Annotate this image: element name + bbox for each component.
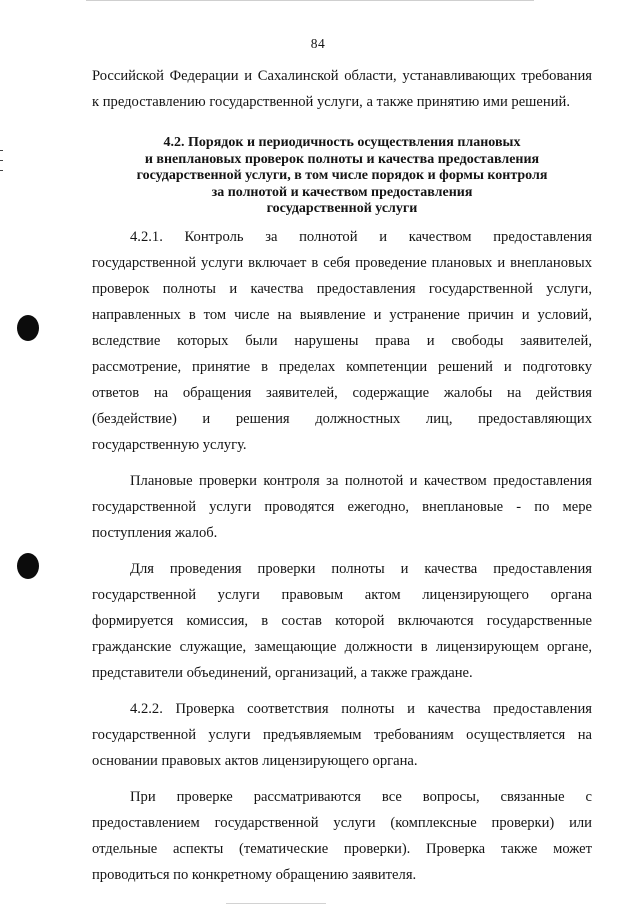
heading-line: государственной услуги xyxy=(266,201,418,217)
document-body xyxy=(92,63,592,888)
text-line: вследствие которых были нарушены права и свободы заявителей, xyxy=(92,332,592,349)
text-line: направленных в том числе на выявление и устранение причин и условий, xyxy=(92,306,592,323)
text-line: государственной услуги предъявляемым требованиям осуществляется на xyxy=(92,726,592,743)
text-line: ответов на обращения заявителей, содержащие жалобы на действия xyxy=(92,384,592,401)
paragraph-4-2-2 xyxy=(92,696,592,774)
margin-mark xyxy=(0,150,3,151)
text-line: государственную услугу. xyxy=(92,436,247,453)
heading-line: и внеплановых проверок полноты и качества предоставления xyxy=(144,151,540,167)
paragraph-planned-checks xyxy=(92,468,592,546)
text-line: формируется комиссия, в состав которой включаются государственные xyxy=(92,612,592,629)
paragraph-4-2-1 xyxy=(92,224,592,458)
text-line: рассмотрение, принятие в пределах компетенции решений и подготовку xyxy=(92,358,592,375)
text-line: проверок полноты и качества предоставления государственной услуги, xyxy=(92,280,592,297)
text-line: При проверке рассматриваются все вопросы, связанные с xyxy=(130,788,592,805)
text-line: проводиться по конкретному обращению заявителя. xyxy=(92,866,417,883)
scan-bottom-edge xyxy=(226,903,326,904)
text-line: поступления жалоб. xyxy=(92,524,218,541)
text-line: (бездействие) и решения должностных лиц, предоставляющих xyxy=(92,410,592,427)
text-line: государственной услуги проводятся ежегодно, внеплановые - по мере xyxy=(92,498,592,515)
text-line: государственной услуги правовым актом лицензирующего органа xyxy=(92,586,592,603)
text-line: к предоставлению государственной услуги, а также принятию ими решений. xyxy=(92,94,570,110)
paragraph-commission xyxy=(92,556,592,686)
text-line: 4.2.2. Проверка соответствия полноты и качества предоставления xyxy=(130,700,592,717)
text-line: гражданские служащие, замещающие должности в лицензирующем органе, xyxy=(92,638,592,655)
heading-line: 4.2. Порядок и периодичность осуществления плановых xyxy=(163,135,521,150)
intro-paragraph xyxy=(92,63,592,115)
text-line: Для проведения проверки полноты и качества предоставления xyxy=(130,560,592,577)
text-line: Плановые проверки контроля за полнотой и качеством предоставления xyxy=(130,472,592,489)
heading-line: государственной услуги, в том числе порядок и формы контроля xyxy=(136,168,548,184)
punch-hole xyxy=(17,553,39,579)
text-line: 4.2.1. Контроль за полнотой и качеством предоставления xyxy=(130,228,592,245)
punch-hole xyxy=(17,315,39,341)
margin-mark xyxy=(0,160,3,161)
margin-mark xyxy=(0,170,3,171)
text-line: представители объединений, организаций, а также граждане. xyxy=(92,664,473,681)
text-line: государственной услуги включает в себя проведение плановых и внеплановых xyxy=(92,254,592,271)
scan-top-edge xyxy=(86,0,534,1)
text-line: Российской Федерации и Сахалинской области, устанавливающих требования xyxy=(92,68,592,84)
section-heading xyxy=(92,135,592,218)
text-line: предоставлением государственной услуги (комплексные проверки) или xyxy=(92,814,592,831)
text-line: основании правовых актов лицензирующего органа. xyxy=(92,752,418,769)
page-number: 84 xyxy=(310,36,326,51)
heading-line: за полнотой и качеством предоставления xyxy=(211,184,473,200)
paragraph-check-scope xyxy=(92,784,592,888)
text-line: отдельные аспекты (тематические проверки). Проверка также может xyxy=(92,840,592,857)
